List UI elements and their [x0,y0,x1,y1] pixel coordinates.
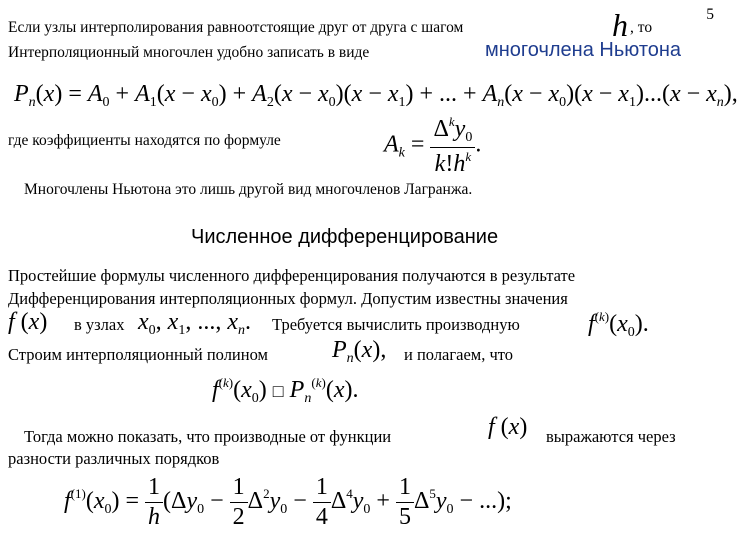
section-title: Численное дифференцирование [191,226,499,248]
nodes-label: в узлах [74,315,125,334]
newton-polynomial-highlight: многочлена Ньютона [485,39,682,61]
then-end: выражаются через [546,427,676,446]
derivative-formula: $f^{(k)}(x_0)$. [588,309,649,340]
build-end: и полагаем, что [404,345,514,364]
require-text: Требуется вычислить производную [272,315,520,334]
coefficient-text: где коэффициенты находятся по формуле [8,132,281,149]
intro-line-2: Интерполяционный многочлен удобно записать в виде [8,44,370,61]
build-text: Строим интерполяционный полином [8,345,268,364]
then-function-f-x: f (x) [488,414,528,440]
first-derivative-formula: $f^{(1)}(x_0)$ = $\frac{1}{h}$ ($\Delta y_0$ − $\frac{1}{2}$ $\Delta^2y_0$ − $\frac{1}{4}$ $\Delta^4y_0$ + $\frac{1}{5}$ $\Delta^5y_0$ − ...); [64,474,512,530]
approximation-formula: $f^{(k)}(x_0)$ □ $P_n^{(k)}(x)$. [212,375,359,406]
function-f-x: f (x) [8,309,48,335]
lagrange-note: Многочлены Ньютона это лишь другой вид многочленов Лагранжа. [24,181,473,198]
approximation-symbol: □ [272,381,284,401]
paragraph-1-line-2: Дифференцирования интерполяционных формул. Допустим известны значения [8,289,568,308]
build-polynomial: $P_n(x)$, [332,337,387,366]
intro-line-1-end: , то [630,19,653,36]
page-number: 5 [706,6,714,23]
newton-polynomial-formula: $P_n(x) = A_0 + A_1(x - x_0) + A_2(x - x_0)(x - x_1)$ + ... + $A_n(x - x_0)(x - x_1)...(x - x_n)$, [14,81,738,110]
differences-text: разности различных порядков [8,449,220,468]
then-text: Тогда можно показать, что производные от функции [24,427,392,446]
nodes-formula: $x_0$, $x_1$, ..., $x_n$. [138,309,251,338]
paragraph-1-line-1: Простейшие формулы численного дифференцирования получаются в результате [8,266,576,285]
coefficient-formula: $A_k$ = $\frac{\Delta^ky_0}{k!h^k}$ . [384,114,482,177]
step-symbol-h: h [612,7,628,43]
intro-line-1: Если узлы интерполирования равноотстоящие друг от друга с шагом [8,19,464,36]
